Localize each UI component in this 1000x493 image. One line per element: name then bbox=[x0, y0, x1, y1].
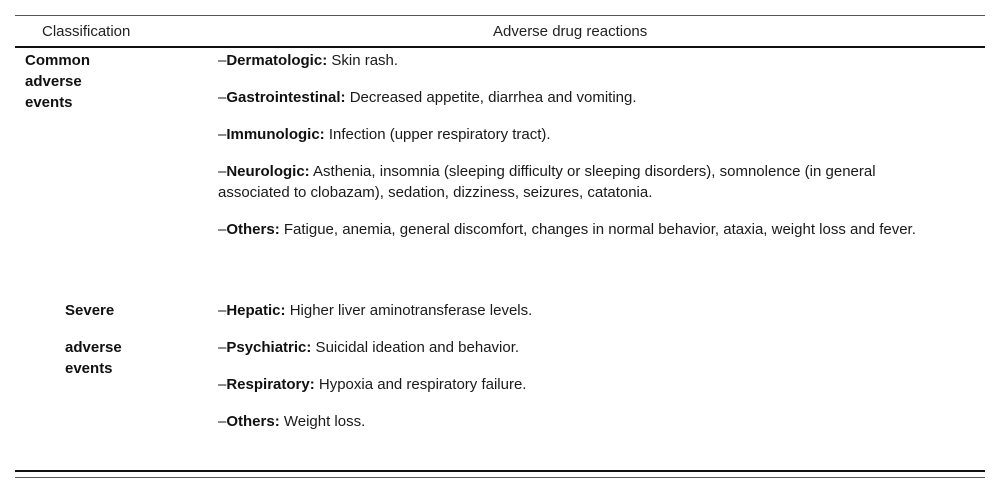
entry-category: Psychiatric: bbox=[226, 339, 312, 356]
entry-text: Fatigue, anemia, general discomfort, changes in normal behavior, ataxia, weight loss and fever. bbox=[279, 221, 916, 238]
entry-dash: – bbox=[218, 163, 227, 180]
entry-text: Decreased appetite, diarrhea and vomiting. bbox=[345, 89, 637, 106]
list-item bbox=[218, 337, 938, 358]
entry-text: Higher liver aminotransferase levels. bbox=[285, 302, 533, 319]
entry-text: Skin rash. bbox=[327, 52, 399, 69]
entry-category: Gastrointestinal: bbox=[226, 89, 346, 106]
list-item bbox=[218, 219, 938, 240]
entry-text: Weight loss. bbox=[279, 413, 366, 430]
entry-dash: – bbox=[218, 52, 227, 69]
group-label-common: Common adverse events bbox=[25, 52, 90, 111]
entry-dash: – bbox=[218, 376, 227, 393]
list-item bbox=[218, 411, 938, 432]
group-label-severe: Severe bbox=[65, 302, 115, 319]
list-item bbox=[218, 87, 938, 108]
entry-category: Others: bbox=[226, 413, 280, 430]
list-item bbox=[218, 161, 938, 203]
header-classification: Classification bbox=[42, 23, 131, 40]
table-bottom-rule-secondary bbox=[15, 477, 985, 478]
entry-dash: – bbox=[218, 413, 227, 430]
entry-category: Neurologic: bbox=[226, 163, 310, 180]
entry-category: Others: bbox=[226, 221, 280, 238]
entry-category: Respiratory: bbox=[226, 376, 315, 393]
list-item bbox=[218, 374, 938, 395]
entry-text: Asthenia, insomnia (sleeping difficulty or sleeping disorders), somnolence (in general associated to clobazam), sedation, dizziness, seizures, catatonia. bbox=[218, 163, 876, 201]
table-header-rule bbox=[15, 46, 985, 48]
entry-text: Suicidal ideation and behavior. bbox=[311, 339, 520, 356]
entry-category: Dermatologic: bbox=[226, 52, 328, 69]
list-item bbox=[218, 300, 938, 321]
list-item bbox=[218, 124, 938, 145]
entry-dash: – bbox=[218, 339, 227, 356]
entry-category: Immunologic: bbox=[226, 126, 325, 143]
table-top-rule bbox=[15, 15, 985, 16]
header-adverse-reactions: Adverse drug reactions bbox=[493, 23, 648, 40]
entry-dash: – bbox=[218, 89, 227, 106]
entry-category: Hepatic: bbox=[226, 302, 286, 319]
entry-dash: – bbox=[218, 302, 227, 319]
entry-text: Infection (upper respiratory tract). bbox=[324, 126, 551, 143]
entry-dash: – bbox=[218, 221, 227, 238]
entry-dash: – bbox=[218, 126, 227, 143]
entry-text: Hypoxia and respiratory failure. bbox=[314, 376, 527, 393]
table-bottom-rule bbox=[15, 470, 985, 472]
group-label-severe-continued: adverse events bbox=[65, 339, 122, 377]
list-item bbox=[218, 50, 938, 71]
